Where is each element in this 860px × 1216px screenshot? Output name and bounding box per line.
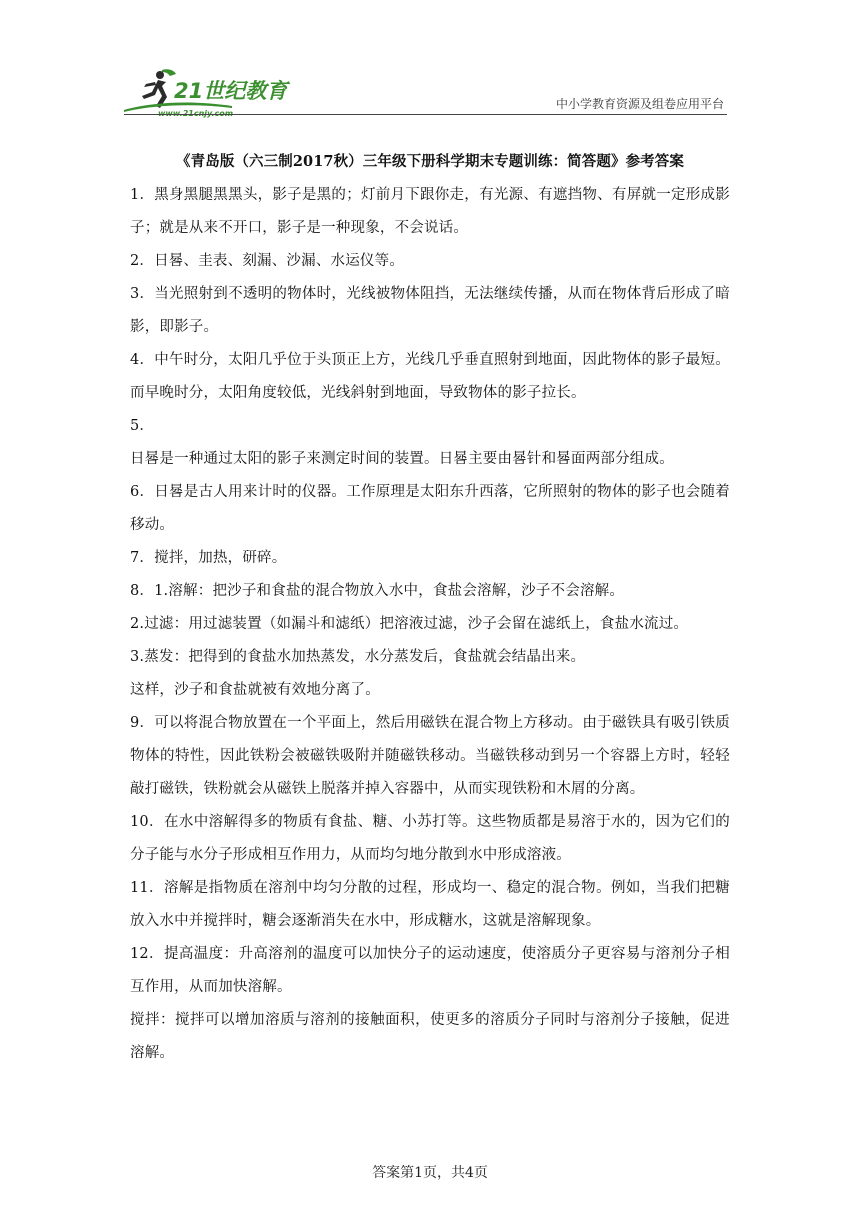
answer-paragraph: 1．黑身黑腿黑黑头，影子是黑的；灯前月下跟你走，有光源、有遮挡物、有屏就一定形成影子；就是从来不开口，影子是一种现象，不会说话。 <box>130 187 730 236</box>
answer-paragraph: 3．当光照射到不透明的物体时，光线被物体阻挡，无法继续传播，从而在物体背后形成了暗影，即影子。 <box>130 286 730 335</box>
answer-paragraph: 2．日晷、圭表、刻漏、沙漏、水运仪等。 <box>130 253 405 269</box>
answer-paragraph: 12．提高温度：升高溶剂的温度可以加快分子的运动速度，使溶质分子更容易与溶剂分子相互作用，从而加快溶解。 <box>130 946 730 995</box>
answer-paragraph: 2.过滤：用过滤装置（如漏斗和滤纸）把溶液过滤，沙子会留在滤纸上，食盐水流过。 <box>130 616 689 632</box>
answer-paragraph: 5． <box>130 418 155 434</box>
answer-paragraph: 9．可以将混合物放置在一个平面上，然后用磁铁在混合物上方移动。由于磁铁具有吸引铁质物体的特性，因此铁粉会被磁铁吸附并随磁铁移动。当磁铁移动到另一个容器上方时，轻轻敲打磁铁，铁粉就会从磁铁上脱落并掉入容器中，从而实现铁粉和木屑的分离。 <box>130 715 730 797</box>
logo-text: 21世纪教育 <box>174 79 288 103</box>
answer-paragraph: 10．在水中溶解得多的物质有食盐、糖、小苏打等。这些物质都是易溶于水的，因为它们的分子能与水分子形成相互作用力，从而均匀地分散到水中形成溶液。 <box>130 814 730 863</box>
answer-paragraph: 3.蒸发：把得到的食盐水加热蒸发，水分蒸发后，食盐就会结晶出来。 <box>130 649 586 665</box>
answer-paragraph: 11．溶解是指物质在溶剂中均匀分散的过程，形成均一、稳定的混合物。例如，当我们把糖放入水中并搅拌时，糖会逐渐消失在水中，形成糖水，这就是溶解现象。 <box>130 880 730 929</box>
page-header <box>0 0 860 120</box>
logo-url: www.21cnjy.com <box>158 109 234 118</box>
answer-body <box>130 179 730 1070</box>
answer-paragraph: 搅拌：搅拌可以增加溶质与溶剂的接触面积，使更多的溶质分子同时与溶剂分子接触，促进溶解。 <box>130 1012 730 1061</box>
answer-paragraph: 7．搅拌，加热，研碎。 <box>130 550 287 566</box>
header-divider <box>124 114 727 115</box>
answer-paragraph: 这样，沙子和食盐就被有效地分离了。 <box>130 682 380 698</box>
answer-paragraph: 4．中午时分，太阳几乎位于头顶正上方，光线几乎垂直照射到地面，因此物体的影子最短。而早晚时分，太阳角度较低，光线斜射到地面，导致物体的影子拉长。 <box>130 352 730 401</box>
answer-paragraph: 日晷是一种通过太阳的影子来测定时间的装置。日晷主要由晷针和晷面两部分组成。 <box>130 451 674 467</box>
page-footer: 答案第1页，共4页 <box>372 1165 488 1181</box>
answer-paragraph: 8．1.溶解：把沙子和食盐的混合物放入水中，食盐会溶解，沙子不会溶解。 <box>130 583 625 599</box>
answer-paragraph: 6．日晷是古人用来计时的仪器。工作原理是太阳东升西落，它所照射的物体的影子也会随着移动。 <box>130 484 730 533</box>
document-title: 《青岛版（六三制2017秋）三年级下册科学期末专题训练：简答题》参考答案 <box>176 153 684 170</box>
site-tagline: 中小学教育资源及组卷应用平台 <box>555 97 724 111</box>
logo <box>122 66 292 118</box>
